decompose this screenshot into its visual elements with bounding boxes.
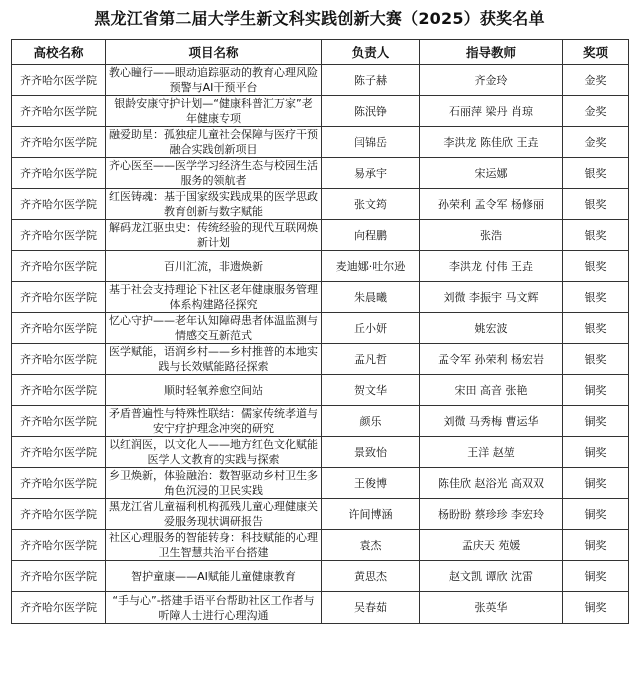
- school-cell: 齐齐哈尔医学院: [12, 96, 106, 127]
- school-cell: 齐齐哈尔医学院: [12, 561, 106, 592]
- header-leader: 负责人: [322, 40, 420, 65]
- leader-cell: 丘小妍: [322, 313, 420, 344]
- project-cell: 齐心医至——医学学习经济生态与校园生活服务的领航者: [106, 158, 322, 189]
- leader-cell: 景致怡: [322, 437, 420, 468]
- table-row: [12, 282, 629, 313]
- award-cell: 银奖: [563, 313, 629, 344]
- project-cell: 矛盾普遍性与特殊性联结：儒家传统孝道与安宁疗护理念冲突的研究: [106, 406, 322, 437]
- award-cell: 铜奖: [563, 499, 629, 530]
- advisors-cell: 张浩: [420, 220, 563, 251]
- table-header-row: [12, 40, 629, 65]
- table-row: [12, 344, 629, 375]
- advisors-cell: 姚宏波: [420, 313, 563, 344]
- advisors-cell: 石丽萍 梁丹 肖琼: [420, 96, 563, 127]
- award-cell: 铜奖: [563, 375, 629, 406]
- table-row: [12, 499, 629, 530]
- leader-cell: 闫锦岳: [322, 127, 420, 158]
- school-cell: 齐齐哈尔医学院: [12, 220, 106, 251]
- table-row: [12, 406, 629, 437]
- project-cell: 以红润医，以文化人——地方红色文化赋能医学人文教育的实践与探索: [106, 437, 322, 468]
- award-cell: 金奖: [563, 65, 629, 96]
- table-row: [12, 313, 629, 344]
- header-advisors: 指导教师: [420, 40, 563, 65]
- project-cell: 红医铸魂：基于国家级实践成果的医学思政教育创新与数字赋能: [106, 189, 322, 220]
- leader-cell: 王俊博: [322, 468, 420, 499]
- header-school: 高校名称: [12, 40, 106, 65]
- table-row: [12, 220, 629, 251]
- table-row: [12, 251, 629, 282]
- project-cell: 乡卫焕新，体验融治：数智驱动乡村卫生多角色沉浸的卫民实践: [106, 468, 322, 499]
- school-cell: 齐齐哈尔医学院: [12, 158, 106, 189]
- advisors-cell: 刘微 马秀梅 曹运华: [420, 406, 563, 437]
- school-cell: 齐齐哈尔医学院: [12, 406, 106, 437]
- advisors-cell: 杨盼盼 蔡珍珍 李宏玲: [420, 499, 563, 530]
- school-cell: 齐齐哈尔医学院: [12, 189, 106, 220]
- table-row: [12, 127, 629, 158]
- school-cell: 齐齐哈尔医学院: [12, 251, 106, 282]
- project-cell: 黑龙江省儿童福利机构孤残儿童心理健康关爱服务现状调研报告: [106, 499, 322, 530]
- advisors-cell: 宋田 高音 张艳: [420, 375, 563, 406]
- project-cell: 解码龙江驱虫史：传统经验的现代互联网焕新计划: [106, 220, 322, 251]
- table-row: [12, 561, 629, 592]
- advisors-cell: 孟令军 孙荣利 杨宏岩: [420, 344, 563, 375]
- award-cell: 银奖: [563, 158, 629, 189]
- award-cell: 铜奖: [563, 592, 629, 624]
- table-row: [12, 437, 629, 468]
- leader-cell: 易承宇: [322, 158, 420, 189]
- advisors-cell: 王洋 赵堃: [420, 437, 563, 468]
- project-cell: 百川汇流，非遗焕新: [106, 251, 322, 282]
- leader-cell: 袁杰: [322, 530, 420, 561]
- awards-table: [11, 39, 629, 624]
- table-row: [12, 65, 629, 96]
- advisors-cell: 孙荣利 孟令军 杨修丽: [420, 189, 563, 220]
- header-award: 奖项: [563, 40, 629, 65]
- school-cell: 齐齐哈尔医学院: [12, 313, 106, 344]
- leader-cell: 麦迪娜·吐尔逊: [322, 251, 420, 282]
- leader-cell: 陈泯铮: [322, 96, 420, 127]
- award-cell: 银奖: [563, 282, 629, 313]
- award-cell: 银奖: [563, 220, 629, 251]
- award-cell: 铜奖: [563, 437, 629, 468]
- award-cell: 铜奖: [563, 468, 629, 499]
- advisors-cell: 张英华: [420, 592, 563, 624]
- school-cell: 齐齐哈尔医学院: [12, 468, 106, 499]
- leader-cell: 贺文华: [322, 375, 420, 406]
- advisors-cell: 孟庆天 苑媛: [420, 530, 563, 561]
- project-cell: 顺时轻氧养愈空间站: [106, 375, 322, 406]
- advisors-cell: 齐金玲: [420, 65, 563, 96]
- school-cell: 齐齐哈尔医学院: [12, 499, 106, 530]
- leader-cell: 向程鹏: [322, 220, 420, 251]
- table-row: [12, 530, 629, 561]
- leader-cell: 吴春茹: [322, 592, 420, 624]
- award-cell: 银奖: [563, 189, 629, 220]
- table-row: [12, 592, 629, 624]
- project-cell: “手与心”-搭建手语平台帮助社区工作者与听障人士进行心理沟通: [106, 592, 322, 624]
- project-cell: 忆心守护——老年认知障碍患者体温监测与情感交互新范式: [106, 313, 322, 344]
- leader-cell: 颜乐: [322, 406, 420, 437]
- project-cell: 医学赋能，语润乡村——乡村推普的本地实践与长效赋能路径探索: [106, 344, 322, 375]
- leader-cell: 黄思杰: [322, 561, 420, 592]
- school-cell: 齐齐哈尔医学院: [12, 127, 106, 158]
- advisors-cell: 李洪龙 陈佳欣 王垚: [420, 127, 563, 158]
- school-cell: 齐齐哈尔医学院: [12, 344, 106, 375]
- project-cell: 融爱助星：孤独症儿童社会保障与医疗干预融合实践创新项目: [106, 127, 322, 158]
- school-cell: 齐齐哈尔医学院: [12, 65, 106, 96]
- table-row: [12, 189, 629, 220]
- project-cell: 银龄安康守护计划—“健康科普汇万家”老年健康专项: [106, 96, 322, 127]
- award-cell: 金奖: [563, 96, 629, 127]
- school-cell: 齐齐哈尔医学院: [12, 282, 106, 313]
- school-cell: 齐齐哈尔医学院: [12, 530, 106, 561]
- leader-cell: 朱晨曦: [322, 282, 420, 313]
- advisors-cell: 宋运娜: [420, 158, 563, 189]
- school-cell: 齐齐哈尔医学院: [12, 375, 106, 406]
- advisors-cell: 陈佳欣 赵浴光 高双双: [420, 468, 563, 499]
- school-cell: 齐齐哈尔医学院: [12, 592, 106, 624]
- advisors-cell: 刘微 李振宇 马文辉: [420, 282, 563, 313]
- project-cell: 基于社会支持理论下社区老年健康服务管理体系构建路径探究: [106, 282, 322, 313]
- award-cell: 银奖: [563, 344, 629, 375]
- page-title: 黑龙江省第二届大学生新文科实践创新大赛（2025）获奖名单: [94, 9, 545, 28]
- table-row: [12, 96, 629, 127]
- leader-cell: 孟凡哲: [322, 344, 420, 375]
- award-cell: 铜奖: [563, 561, 629, 592]
- table-row: [12, 468, 629, 499]
- table-row: [12, 375, 629, 406]
- award-cell: 铜奖: [563, 530, 629, 561]
- advisors-cell: 赵文凯 谭欣 沈雷: [420, 561, 563, 592]
- award-cell: 银奖: [563, 251, 629, 282]
- leader-cell: 张文筠: [322, 189, 420, 220]
- leader-cell: 许间博涵: [322, 499, 420, 530]
- award-cell: 铜奖: [563, 406, 629, 437]
- award-cell: 金奖: [563, 127, 629, 158]
- leader-cell: 陈子赫: [322, 65, 420, 96]
- school-cell: 齐齐哈尔医学院: [12, 437, 106, 468]
- project-cell: 社区心理服务的智能转身：科技赋能的心理卫生智慧共治平台搭建: [106, 530, 322, 561]
- advisors-cell: 李洪龙 付伟 王垚: [420, 251, 563, 282]
- table-row: [12, 158, 629, 189]
- project-cell: 智护童康——AI赋能儿童健康教育: [106, 561, 322, 592]
- project-cell: 教心瞳行——眼动追踪驱动的教育心理风险预警与AI干预平台: [106, 65, 322, 96]
- header-project: 项目名称: [106, 40, 322, 65]
